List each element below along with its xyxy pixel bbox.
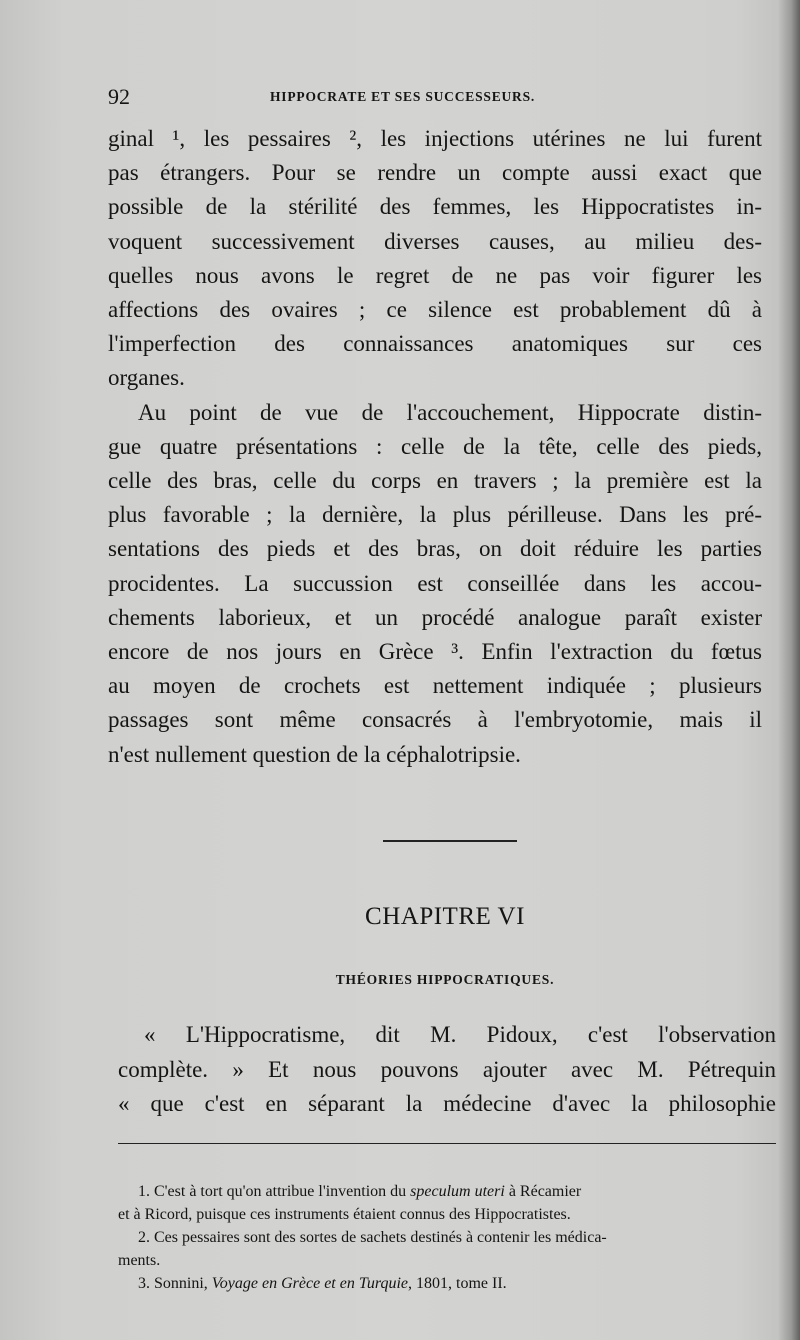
text-line: encore de nos jours en Grèce ³. Enfin l'extraction du fœtus — [108, 639, 762, 665]
main-text — [108, 122, 762, 772]
footnote-text: 3. Sonnini, — [138, 1275, 212, 1292]
section-title: THÉORIES HIPPOCRATIQUES. — [335, 972, 555, 987]
footnote-3 — [118, 1272, 778, 1295]
text-line: organes. — [108, 365, 185, 391]
text-line: sentations des pieds et des bras, on doit réduire les parties — [108, 536, 762, 562]
text-line: « L'Hippocratisme, dit M. Pidoux, c'est l'observation — [144, 1022, 776, 1047]
running-title: HIPPOCRATE ET SES SUCCESSEURS. — [270, 89, 536, 104]
text-line: « que c'est en séparant la médecine d'avec la philosophie — [118, 1091, 776, 1116]
chapter-text — [118, 1018, 776, 1122]
paragraph-2 — [108, 396, 762, 772]
text-line: gue quatre présentations : celle de la tête, celle des pieds, — [108, 433, 762, 459]
page-number: 92 — [108, 84, 130, 109]
footnote-rule — [118, 1143, 776, 1144]
text-line: procidentes. La succussion est conseillée dans les accou- — [108, 570, 762, 596]
footnote-2: 2. Ces pessaires sont des sortes de sachets destinés à contenir les médica- — [138, 1229, 607, 1246]
text-line: plus favorable ; la dernière, la plus périlleuse. Dans les pré- — [108, 502, 762, 528]
footnote-2-continued: ments. — [118, 1252, 161, 1269]
chapter-title: CHAPITRE VI — [365, 903, 525, 930]
page-header — [108, 84, 668, 112]
text-line: n'est nullement question de la céphalotripsie. — [108, 741, 521, 767]
text-line: affections des ovaires ; ce silence est probablement dû à — [108, 297, 762, 323]
footnotes — [118, 1180, 778, 1295]
text-line: quelles nous avons le regret de ne pas voir figurer les — [108, 262, 762, 288]
text-line: possible de la stérilité des femmes, les Hippocratistes in- — [108, 194, 762, 220]
text-line: au moyen de crochets est nettement indiquée ; plusieurs — [108, 673, 762, 699]
footnote-text: à Récamier — [504, 1183, 582, 1200]
paragraph-1 — [108, 122, 762, 396]
text-line: l'imperfection des connaissances anatomiques sur ces — [108, 331, 762, 357]
footnote-text: , 1801, tome II. — [408, 1275, 507, 1292]
text-line: pas étrangers. Pour se rendre un compte aussi exact que — [108, 160, 762, 186]
page-gutter-shadow — [778, 0, 800, 1340]
text-line: chements laborieux, et un procédé analogue paraît exister — [108, 604, 762, 630]
text-line: voquent successivement diverses causes, au milieu des- — [108, 228, 762, 254]
text-line: ginal ¹, les pessaires ², les injections utérines ne lui furent — [108, 126, 762, 151]
footnote-text: 1. C'est à tort qu'on attribue l'invention du — [138, 1183, 411, 1200]
text-line: passages sont même consacrés à l'embryotomie, mais il — [108, 707, 762, 733]
text-line: complète. » Et nous pouvons ajouter avec M. Pétrequin — [118, 1056, 776, 1082]
section-divider — [383, 840, 517, 842]
text-line: Au point de vue de l'accouchement, Hippocrate distin- — [138, 399, 762, 425]
text-line: celle des bras, celle du corps en travers ; la première est la — [108, 468, 762, 494]
footnote-italic: Voyage en Grèce et en Turquie — [211, 1275, 409, 1292]
footnote-1-continued: et à Ricord, puisque ces instruments étaient connus des Hippocratistes. — [118, 1206, 571, 1223]
footnote-1 — [118, 1180, 778, 1203]
footnote-italic: speculum uteri — [410, 1183, 505, 1200]
